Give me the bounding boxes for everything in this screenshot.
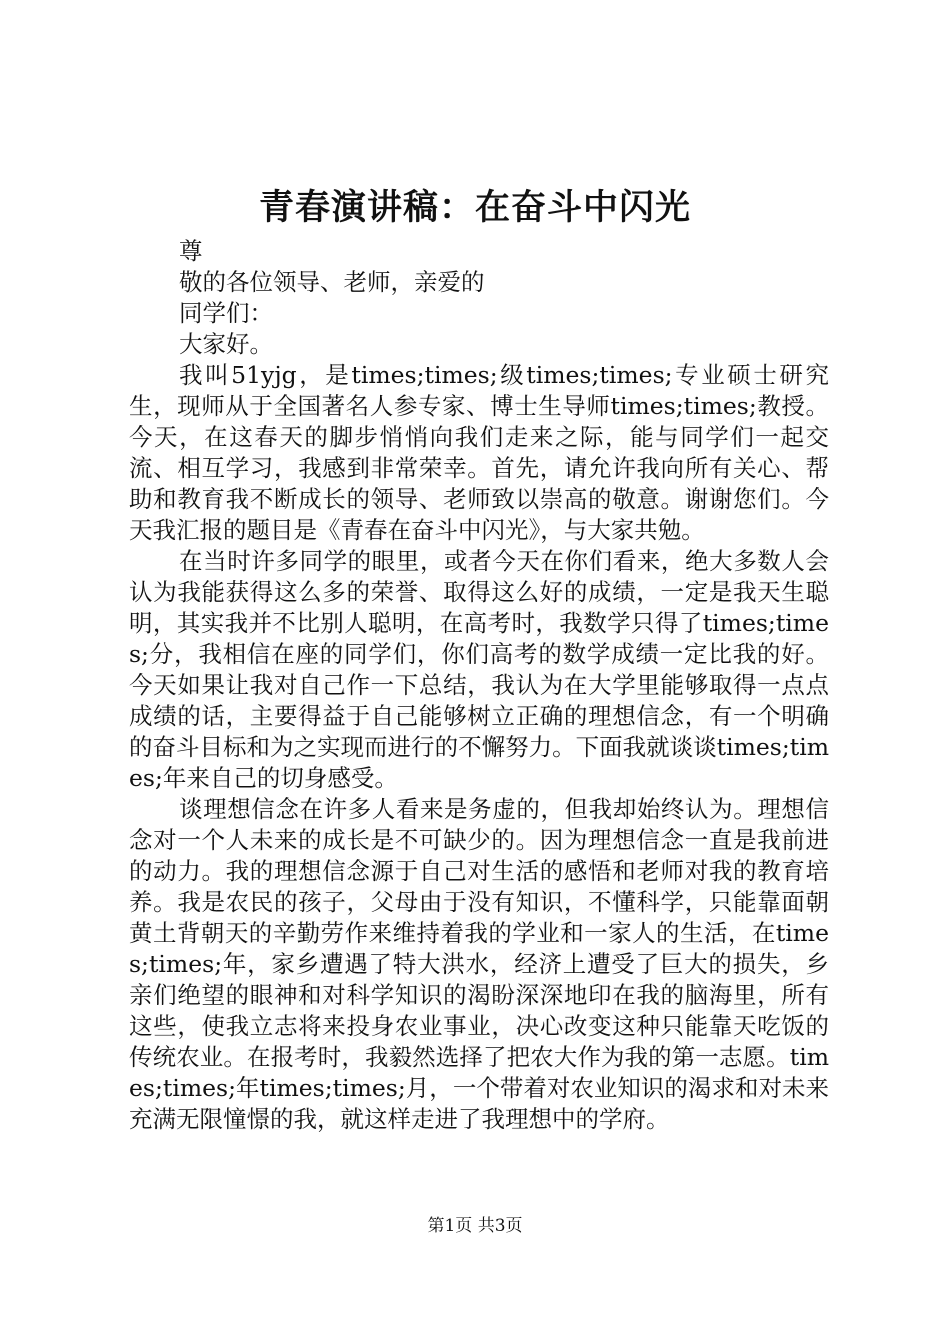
body-paragraph: 在当时许多同学的眼里，或者今天在你们看来，绝大多数人会认为我能获得这么多的荣誉、取得这么好的成绩，一定是我天生聪明，其实我并不比别人聪明，在高考时，我数学只得了times;times;分，我相信在座的同学们，你们高考的数学成绩一定比我的好。今天如果让我对自己作一下总结，我认为在大学里能够取得一点点成绩的话，主要得益于自己能够树立正确的理想信念，有一个明确的奋斗目标和为之实现而进行的不懈努力。下面我就谈谈times;times;年来自己的切身感受。 bbox=[129, 547, 829, 792]
salutation-line: 同学们： bbox=[179, 299, 273, 327]
body-paragraph: 谈理想信念在许多人看来是务虚的，但我却始终认为。理想信念对一个人未来的成长是不可缺少的。因为理想信念一直是我前进的动力。我的理想信念源于自己对生活的感悟和老师对我的教育培养。我是农民的孩子，父母由于没有知识，不懂科学，只能靠面朝黄土背朝天的辛勤劳作来维持着我的学业和一家人的生活，在times;times;年，家乡遭遇了特大洪水，经济上遭受了巨大的损失，乡亲们绝望的眼神和对科学知识的渴盼深深地印在我的脑海里，所有这些，使我立志将来投身农业事业，决心改变这种只能靠天吃饭的传统农业。在报考时，我毅然选择了把农大作为我的第一志愿。times;times;年times;times;月，一个带着对农业知识的渴求和对未来充满无限憧憬的我，就这样走进了我理想中的学府。 bbox=[129, 795, 829, 1133]
page-number-footer: 第1页 共3页 bbox=[427, 1216, 523, 1236]
salutation-line: 敬的各位领导、老师，亲爱的 bbox=[179, 268, 485, 296]
document-title: 青春演讲稿：在奋斗中闪光 bbox=[258, 187, 691, 228]
greeting-line: 大家好。 bbox=[179, 330, 273, 358]
salutation-line: 尊 bbox=[179, 237, 203, 265]
body-paragraph: 我叫51yjg，是times;times;级times;times;专业硕士研究生，现师从于全国著名人参专家、博士生导师times;times;教授。今天，在这春天的脚步悄悄向我们走来之际，能与同学们一起交流、相互学习，我感到非常荣幸。首先，请允许我向所有关心、帮助和教育我不断成长的领导、老师致以崇高的敬意。谢谢您们。今天我汇报的题目是《青春在奋斗中闪光》，与大家共勉。 bbox=[129, 361, 829, 544]
document-body bbox=[129, 236, 829, 1135]
